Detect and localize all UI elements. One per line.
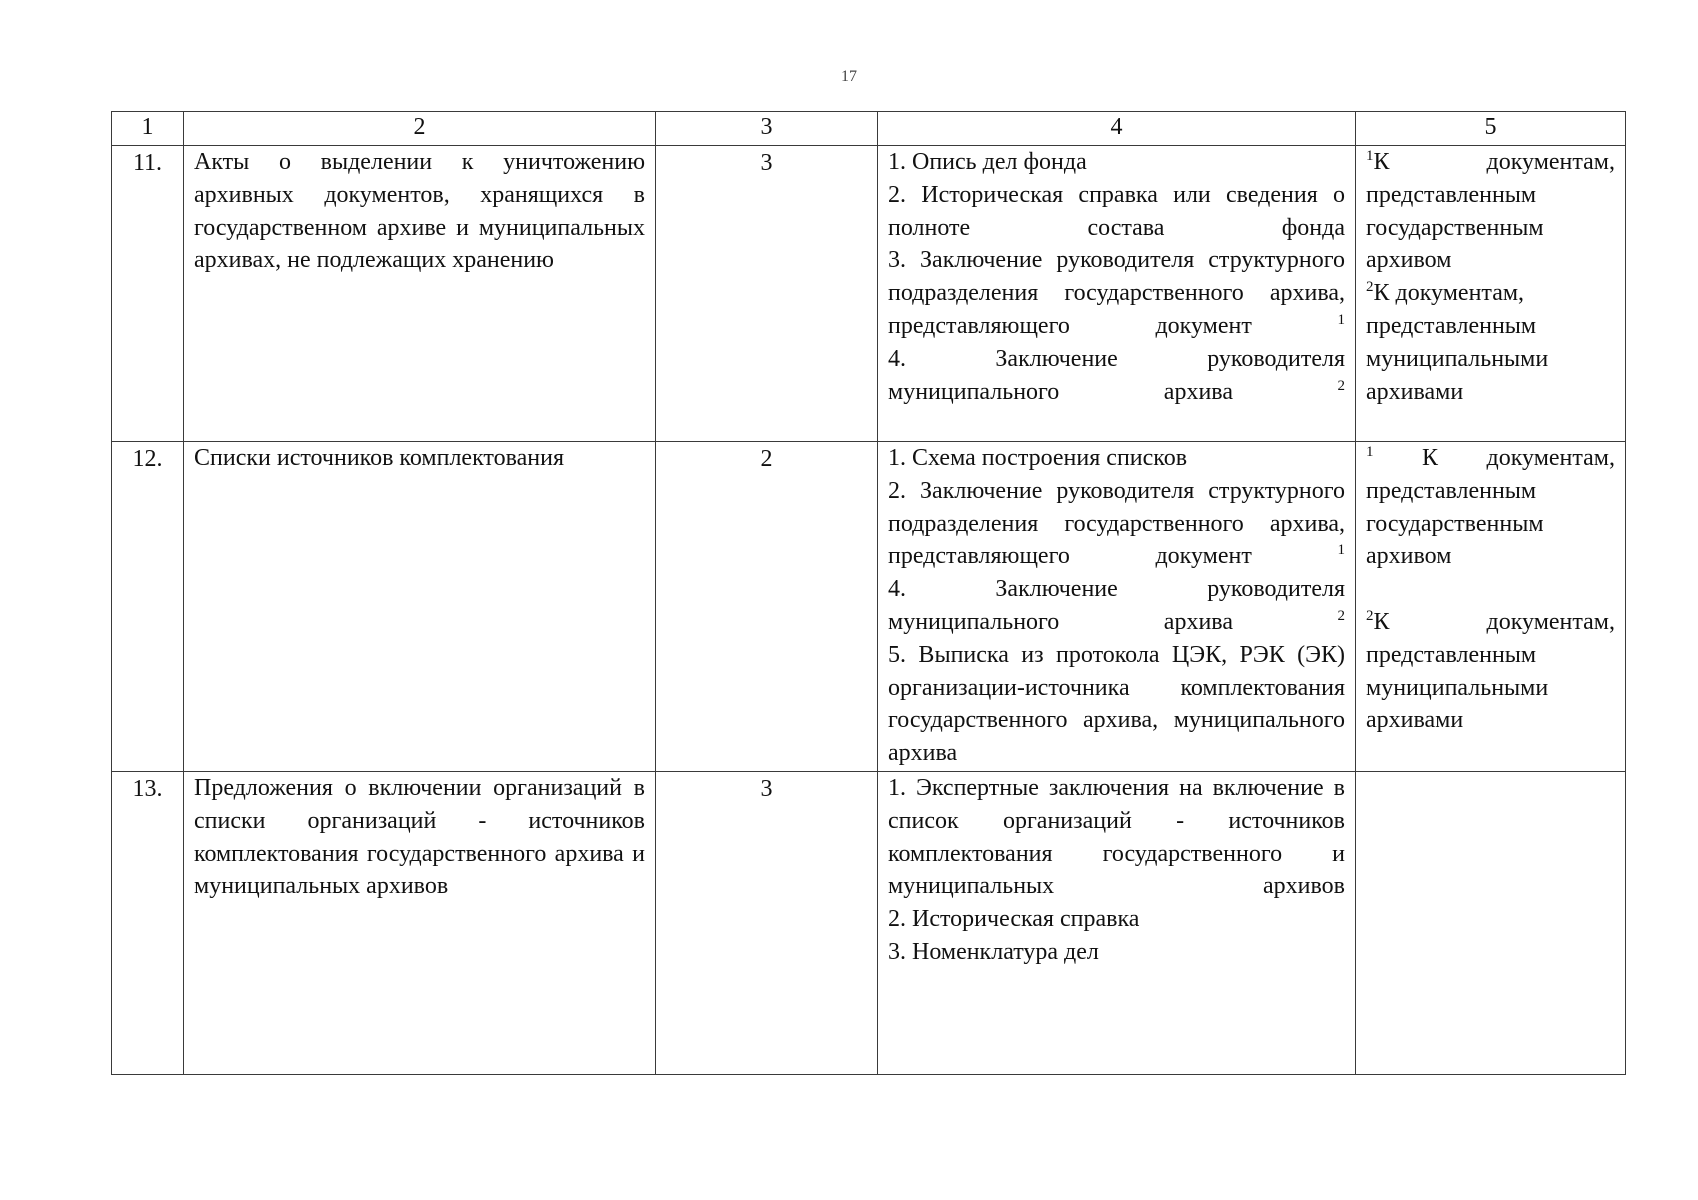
attached-document-item: 2. Заключение руководителя структурного подразделения государственного архива, представляющего документ $^1$ [888,477,1346,570]
footnote-mark: 2 [1366,607,1374,624]
notes [1356,146,1626,442]
row-number: 11. [112,146,184,442]
table-row [112,772,1626,1075]
note-item: $^1$К документам, представленным государственным архивом [1366,148,1615,274]
footnote-mark: 1 [1366,148,1374,164]
column-header: 4 [878,112,1356,146]
attached-document-item: 3. Заключение руководителя структурного подразделения государственного архива, представляющего документ $^1$ [888,247,1346,339]
document-type: Списки источников комплектования [184,442,656,772]
document-table [111,111,1626,1075]
document-type: Предложения о включении организаций в списки организаций - источников комплектования государственного архива и муниципальных архивов [184,772,656,1075]
note-item: $^2$К документам, представленным муниципальными архивами [1366,607,1615,734]
column-header: 2 [184,112,656,146]
footnote-mark: 1 [1337,311,1346,328]
column-header-row [112,112,1626,146]
attached-document-item: 2. Историческая справка [888,906,1140,933]
attached-document-item: 1. Схема построения списков [888,445,1188,471]
note-item: $^2$К документам, представленным муниципальными архивами [1366,279,1549,405]
table-row [112,442,1626,772]
notes [1356,772,1626,1075]
page-number: 17 [841,68,857,85]
attached-document-item: 2. Историческая справка или сведения о полноте состава фонда [888,181,1345,241]
footnote-mark: 2 [1337,377,1345,394]
note-item: $^1$ К документам, представленным государственным архивом [1366,444,1615,570]
copies-count: 3 [656,772,878,1075]
attached-documents [878,772,1356,1075]
copies-count: 2 [656,442,878,772]
notes [1356,442,1626,772]
attached-documents [878,442,1356,772]
row-number: 13. [112,772,184,1075]
attached-document-item: 1. Экспертные заключения на включение в список организаций - источников комплектования государственного и муниципальных архивов [888,775,1345,900]
attached-document-item: 5. Выписка из протокола ЦЭК, РЭК (ЭК) организации-источника комплектования государственного архива, муниципального архива [888,641,1345,767]
attached-document-item: 1. Опись дел фонда [888,149,1087,175]
column-header: 3 [656,112,878,146]
document-type: Акты о выделении к уничтожению архивных документов, хранящихся в государственном архиве и муниципальных архивах, не подлежащих хранению [184,146,656,442]
footnote-mark: 1 [1337,542,1346,559]
attached-document-item: 4. Заключение руководителя муниципального архива $^2$ [888,345,1345,405]
row-number: 12. [112,442,184,772]
attached-document-item: 4. Заключение руководителя муниципального архива $^2$ [888,576,1345,635]
spacer [1366,573,1615,606]
column-header: 5 [1356,112,1626,146]
footnote-mark: 2 [1366,279,1374,296]
copies-count: 3 [656,146,878,442]
footnote-mark: 2 [1337,607,1345,624]
table-row [112,146,1626,442]
column-header: 1 [112,112,184,146]
attached-document-item: 3. Номенклатура дел [888,938,1099,965]
attached-documents [878,146,1356,442]
footnote-mark: 1 [1366,444,1374,460]
